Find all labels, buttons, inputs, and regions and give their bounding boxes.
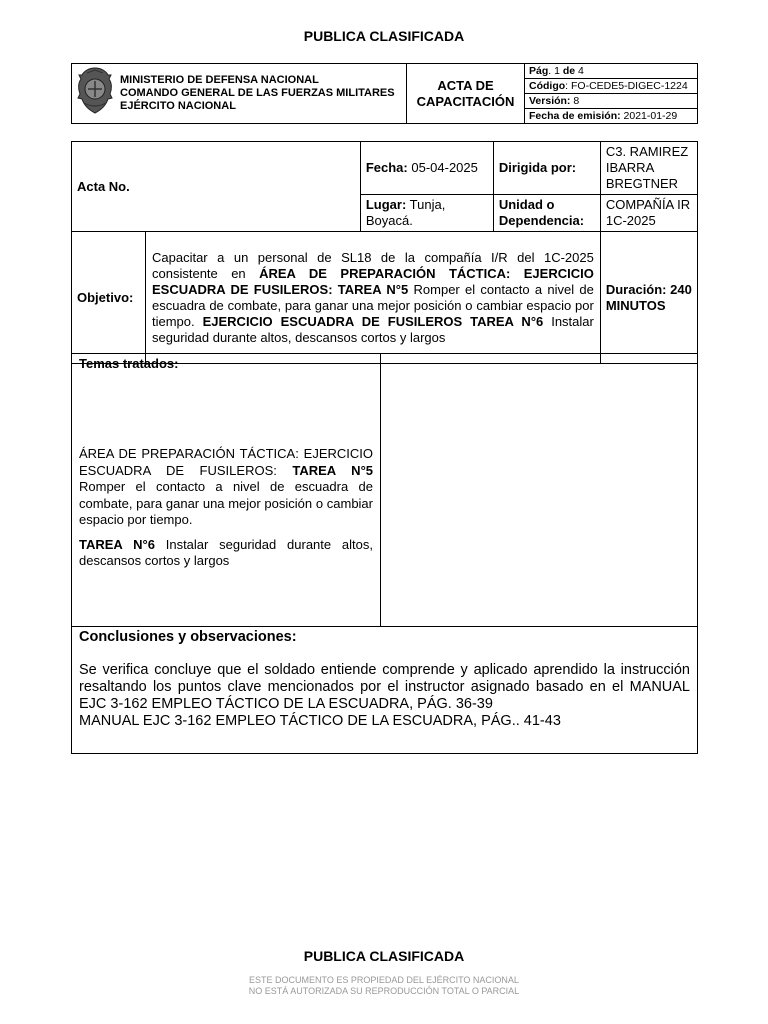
organization-name xyxy=(118,64,407,124)
temas-table xyxy=(71,353,698,754)
unidad-label: Unidad o Dependencia: xyxy=(493,195,600,232)
duracion-field: Duración: 240 MINUTOS xyxy=(600,232,697,364)
org-line-command: COMANDO GENERAL DE LAS FUERZAS MILITARES xyxy=(120,87,395,99)
temas-body xyxy=(79,446,373,578)
org-line-army: EJÉRCITO NACIONAL xyxy=(120,100,236,112)
army-crest-icon xyxy=(75,65,115,117)
objetivo-label: Objetivo: xyxy=(72,232,146,364)
acta-number-label: Acta No. xyxy=(72,142,361,232)
unidad-value: COMPAÑÍA IR 1C-2025 xyxy=(600,195,697,232)
dirigida-value: C3. RAMIREZ IBARRA BREGTNER xyxy=(600,142,697,195)
classification-footer: PUBLICA CLASIFICADA xyxy=(303,948,465,964)
page-number: Pág. 1 de 4 xyxy=(525,64,698,79)
classification-header: PUBLICA CLASIFICADA xyxy=(303,28,465,44)
army-crest-logo xyxy=(72,64,119,124)
conclusiones-cell xyxy=(72,627,698,754)
ownership-notice: ESTE DOCUMENTO ES PROPIEDAD DEL EJÉRCITO NACIONAL NO ESTÁ AUTORIZADA SU REPRODUCCIÓN TOTAL O PARCIAL xyxy=(248,975,520,996)
temas-tratados-cell xyxy=(72,354,381,627)
acta-info-table xyxy=(71,141,698,364)
fecha-field: Fecha: 05-04-2025 xyxy=(360,142,493,195)
conclusiones-title: Conclusiones y observaciones: xyxy=(79,629,297,645)
document-title: ACTA DE CAPACITACIÓN xyxy=(407,64,525,124)
org-line-ministry: MINISTERIO DE DEFENSA NACIONAL xyxy=(120,74,319,86)
conclusiones-text: Se verifica concluye que el soldado entiende comprende y aplicado aprendido la instrucción resaltando los puntos clave mencionados por el instructor asignado basado en el MANUAL EJC 3-162 EMPLEO TÁCTICO DE LA ESCUADRA, PÁG. 36-39 xyxy=(79,662,690,712)
document-code: Código: FO-CEDE5-DIGEC-1224 xyxy=(525,79,698,94)
issue-date: Fecha de emisión: 2021-01-29 xyxy=(525,109,698,124)
document-version: Versión: 8 xyxy=(525,94,698,109)
temas-title: Temas tratados: xyxy=(79,356,179,371)
objetivo-text: Capacitar a un personal de SL18 de la compañía I/R del 1C-2025 consistente en ÁREA DE PREPARACIÓN TÁCTICA: EJERCICIO ESCUADRA DE FUSILEROS: TAREA N°5 Romper el contacto a nivel de escuadra de combate, para ganar una mejor posición o cambiar espacio por tiempo. EJERCICIO ESCUADRA DE FUSILEROS TAREA N°6 Instalar seguridad durante altos, descansos cortos y largos xyxy=(146,232,601,364)
conclusiones-text-2: MANUAL EJC 3-162 EMPLEO TÁCTICO DE LA ESCUADRA, PÁG.. 41-43 xyxy=(79,713,561,729)
tema-paragraph-1: ÁREA DE PREPARACIÓN TÁCTICA: EJERCICIO ESCUADRA DE FUSILEROS: TAREA N°5 Romper el contacto a nivel de escuadra de combate, para ganar una mejor posición o cambiar espacio por tiempo. xyxy=(79,446,373,527)
dirigida-label: Dirigida por: xyxy=(493,142,600,195)
lugar-field: Lugar: Tunja, Boyacá. xyxy=(360,195,493,232)
document-header-table xyxy=(71,63,698,124)
temas-right-cell xyxy=(381,354,698,627)
tema-paragraph-2: TAREA N°6 Instalar seguridad durante altos, descansos cortos y largos xyxy=(79,536,373,568)
